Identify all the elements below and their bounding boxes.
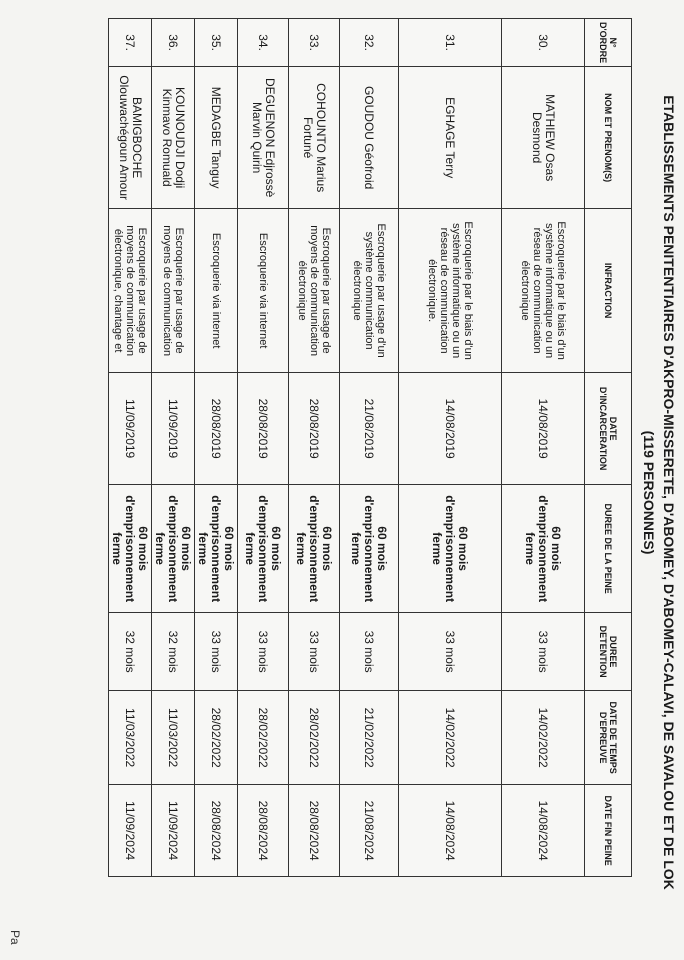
cell-infraction: Escroquerie par le biais d'un système informatique ou un réseau de communication électronique	[502, 209, 585, 373]
cell-duree-detention: 32 mois	[109, 613, 152, 691]
table-row	[238, 19, 289, 877]
cell-duree-detention: 33 mois	[340, 613, 399, 691]
header-date-incarceration: DATE D'INCARCERATION	[585, 373, 632, 485]
cell-duree-peine: 60 mois d'emprisonnement ferme	[109, 485, 152, 613]
cell-nom: KOUNOUDJI Dodji Kinmavo Romuald	[152, 67, 195, 209]
document-title: ETABLISSEMENTS PENITENTIAIRES D'AKPRO-MISSERETE, D'ABOMEY, D'ABOMEY-CALAVI, DE SAVALOU ET DE LOK	[661, 95, 677, 890]
cell-date-incarceration: 14/08/2019	[399, 373, 502, 485]
document-subtitle: (119 PERSONNES)	[641, 430, 657, 555]
header-infraction: INFRACTION	[585, 209, 632, 373]
cell-date-epreuve: 14/02/2022	[399, 691, 502, 785]
cell-date-epreuve: 11/03/2022	[152, 691, 195, 785]
cell-date-incarceration: 14/08/2019	[502, 373, 585, 485]
cell-infraction: Escroquerie par le biais d'un système informatique ou un réseau de communication électronique.	[399, 209, 502, 373]
cell-infraction: Escroquerie via internet	[195, 209, 238, 373]
table-header-row	[585, 19, 632, 877]
cell-duree-peine: 60 mois d'emprisonnement ferme	[399, 485, 502, 613]
cell-duree-detention: 33 mois	[195, 613, 238, 691]
table-row	[289, 19, 340, 877]
cell-duree-detention: 32 mois	[152, 613, 195, 691]
cell-date-incarceration: 28/08/2019	[289, 373, 340, 485]
cell-duree-peine: 60 mois d'emprisonnement ferme	[238, 485, 289, 613]
cell-date-fin: 11/09/2024	[152, 785, 195, 877]
cell-date-fin: 28/08/2024	[195, 785, 238, 877]
cell-duree-peine: 60 mois d'emprisonnement ferme	[152, 485, 195, 613]
cell-num: 32.	[340, 19, 399, 67]
cell-duree-peine: 60 mois d'emprisonnement ferme	[340, 485, 399, 613]
table-row	[195, 19, 238, 877]
cell-date-epreuve: 14/02/2022	[502, 691, 585, 785]
cell-date-epreuve: 11/03/2022	[109, 691, 152, 785]
cell-nom: MATHIEW Osas Desmond	[502, 67, 585, 209]
page-label: Pa	[8, 930, 22, 945]
cell-duree-peine: 60 mois d'emprisonnement ferme	[289, 485, 340, 613]
cell-date-fin: 14/08/2024	[502, 785, 585, 877]
cell-nom: COHOUNTO Marius Fortuné	[289, 67, 340, 209]
cell-date-incarceration: 28/08/2019	[195, 373, 238, 485]
cell-date-fin: 28/08/2024	[238, 785, 289, 877]
table-row	[152, 19, 195, 877]
cell-num: 35.	[195, 19, 238, 67]
cell-duree-peine: 60 mois d'emprisonnement ferme	[195, 485, 238, 613]
cell-num: 30.	[502, 19, 585, 67]
cell-infraction: Escroquerie par usage de moyens de communication électronique, chantage et	[109, 209, 152, 373]
header-num: N° D'ORDRE	[585, 19, 632, 67]
cell-date-incarceration: 11/09/2019	[109, 373, 152, 485]
cell-date-epreuve: 21/02/2022	[340, 691, 399, 785]
cell-nom: GOUDOU Géofroid	[340, 67, 399, 209]
header-date-epreuve: DATE DE TEMPS D'EPREUVE	[585, 691, 632, 785]
table-row	[502, 19, 585, 877]
table-row	[109, 19, 152, 877]
cell-infraction: Escroquerie via internet	[238, 209, 289, 373]
cell-duree-peine: 60 mois d'emprisonnement ferme	[502, 485, 585, 613]
cell-nom: MEDAGBE Tanguy	[195, 67, 238, 209]
header-duree-detention: DUREE DETENTION	[585, 613, 632, 691]
cell-num: 33.	[289, 19, 340, 67]
cell-num: 31.	[399, 19, 502, 67]
header-duree-peine: DUREE DE LA PEINE	[585, 485, 632, 613]
cell-infraction: Escroquerie par usage de moyens de communication	[152, 209, 195, 373]
cell-date-epreuve: 28/02/2022	[289, 691, 340, 785]
header-date-fin: DATE FIN PEINE	[585, 785, 632, 877]
cell-duree-detention: 33 mois	[399, 613, 502, 691]
cell-nom: BAMIGBOCHE Olouwachégoun Amour	[109, 67, 152, 209]
cell-num: 36.	[152, 19, 195, 67]
cell-date-fin: 28/08/2024	[289, 785, 340, 877]
cell-infraction: Escroquerie par usage de moyens de communication électronique	[289, 209, 340, 373]
cell-infraction: Escroquerie par usage d'un système communication électronique	[340, 209, 399, 373]
header-nom: NOM ET PRENOM(S)	[585, 67, 632, 209]
cell-date-fin: 14/08/2024	[399, 785, 502, 877]
cell-date-epreuve: 28/02/2022	[238, 691, 289, 785]
cell-date-epreuve: 28/02/2022	[195, 691, 238, 785]
cell-duree-detention: 33 mois	[238, 613, 289, 691]
table-row	[340, 19, 399, 877]
detainee-table	[108, 18, 632, 877]
table-row	[399, 19, 502, 877]
cell-date-incarceration: 11/09/2019	[152, 373, 195, 485]
cell-date-fin: 11/09/2024	[109, 785, 152, 877]
cell-num: 34.	[238, 19, 289, 67]
cell-date-fin: 21/08/2024	[340, 785, 399, 877]
cell-date-incarceration: 21/08/2019	[340, 373, 399, 485]
cell-num: 37.	[109, 19, 152, 67]
cell-nom: DEGUENON Edjrossè Marvin Quirin	[238, 67, 289, 209]
cell-duree-detention: 33 mois	[289, 613, 340, 691]
cell-date-incarceration: 28/08/2019	[238, 373, 289, 485]
cell-nom: EGHAGE Terry	[399, 67, 502, 209]
cell-duree-detention: 33 mois	[502, 613, 585, 691]
